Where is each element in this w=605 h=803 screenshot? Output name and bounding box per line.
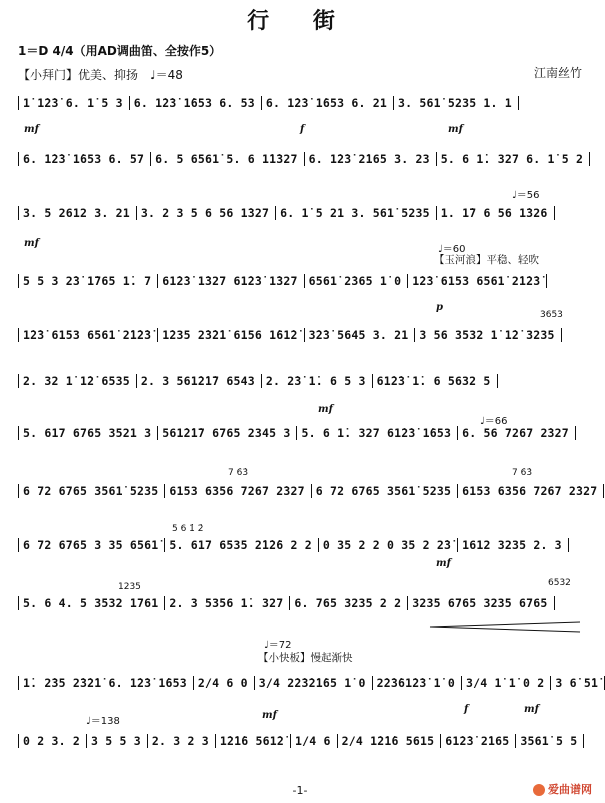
dynamic-mf: mf — [448, 124, 463, 135]
measure: 3 6̇ 5̇1̇ — [551, 676, 605, 690]
measure: 1. 1̇7 6 56 1̇326 — [437, 206, 555, 220]
measure: 6. 1̇2̇3̇ 1̇653 6. 57 — [18, 152, 151, 166]
dynamic-mf: mf — [436, 558, 451, 569]
key-signature: 1＝D 4/4（用AD调曲笛、全按作5） — [18, 44, 222, 58]
measure: 5 5 3 2̇3̇ 1̇765 1̇. 7 — [18, 274, 158, 288]
measure: 1̇2̇3̇ 6153 6561̇ 2̇1̇2̇3̇ — [408, 274, 547, 288]
measure: 1̇ 1̇2̇3̇ 6. 1̇ 5 3 — [18, 96, 130, 110]
measure: 2. 3 2 3 — [148, 734, 216, 748]
measure: 5. 6 1̇. 327 6. 1̇ 5 2 — [437, 152, 590, 166]
score-system — [18, 274, 584, 289]
dynamic-f: f — [300, 124, 305, 135]
measure: 6. 56 7267 2̇327 — [458, 426, 576, 440]
measure: 1̇235 2̇3̇2̇1̇ 6156 1̇61̇2̇ — [158, 328, 304, 342]
genre-label: 江南丝竹 — [533, 66, 582, 80]
measure: 6 72 6765 3 35 6561̇ — [18, 538, 165, 552]
annotation-7-63: 7 6̇3̇ — [512, 468, 533, 478]
measure: 3. 561̇ 5235 1. 1 — [394, 96, 519, 110]
measure: 61̇2̇3̇ 2̇165 — [441, 734, 516, 748]
measure: 6. 1̇2̇3̇ 1̇653 6. 53 — [130, 96, 262, 110]
measure: 6. 1̇ 5 21 3. 561̇ 5235 — [276, 206, 437, 220]
tempo-mark-72: ♩＝72 — [264, 640, 292, 651]
watermark-logo — [533, 781, 592, 797]
measure: 6 72 6765 3561̇ 5235 — [312, 484, 458, 498]
score-system — [18, 596, 584, 611]
tempo-mark-60: ♩＝60 — [438, 244, 466, 255]
score-system — [18, 206, 584, 221]
watermark-text: 爱曲谱网 — [548, 783, 592, 796]
measure: 2/4 6 0 — [194, 676, 255, 690]
dynamic-mf: mf — [262, 710, 277, 721]
measure: 3235 6765 3235 6765 — [408, 596, 554, 610]
measure: 6153 6356 7267 2̇327 — [165, 484, 311, 498]
tempo-mark-56: ♩＝56 — [512, 190, 540, 201]
crescendo-hairpin — [430, 622, 580, 632]
score-system — [18, 328, 584, 343]
measure: 3. 5 2612 3. 21 — [18, 206, 137, 220]
section-label-xiaobaimen: 【小拜门】优美、抑扬 — [18, 68, 139, 82]
measure: 6. 1̇2̇3̇ 2̇165 3. 23 — [305, 152, 437, 166]
dynamic-p: p — [436, 302, 443, 313]
measure: 5. 6 4. 5 3532 1761 — [18, 596, 165, 610]
score-system — [18, 538, 584, 553]
dynamic-mf: mf — [524, 704, 539, 715]
measure: 5. 617 6535 2̇1̇2̇6 2 2 — [165, 538, 318, 552]
measure: 1/4 6 — [291, 734, 338, 748]
score-system — [18, 734, 584, 749]
score-system — [18, 426, 584, 441]
measure: 2/4 1̇2̇1̇6 5615 — [338, 734, 442, 748]
score-system — [18, 484, 598, 499]
score-system — [18, 374, 584, 389]
measure: 3. 2 3 5 6 56 1̇327 — [137, 206, 276, 220]
dynamic-f: f — [464, 704, 469, 715]
measure: 3/4 2̇2̇3̇2̇1̇65 1̇ 0 — [255, 676, 373, 690]
measure: 6. 765 3235 2 2 — [290, 596, 408, 610]
score-system — [18, 152, 584, 167]
dynamic-mf: mf — [24, 238, 39, 249]
annotation-5612: 5 6 1̇ 2̇ — [172, 524, 204, 534]
measure: 6561̇ 2̇365 1̇ 0 — [305, 274, 409, 288]
tempo-mark-66: ♩＝66 — [480, 416, 508, 427]
measure: 6153 6356 7267 2̇327 — [458, 484, 604, 498]
measure: 2. 32 1̇ 1̇2̇ 6535 — [18, 374, 137, 388]
dynamic-mf: mf — [24, 124, 39, 135]
measure: 1̇. 2̇35 2̇3̇2̇1̇ 6. 1̇2̇3̇ 1̇653 — [18, 676, 194, 690]
score-system — [18, 96, 584, 111]
measure: 1̇2̇3̇ 6153 6561̇ 2̇1̇2̇3̇ — [18, 328, 158, 342]
score-system — [18, 676, 599, 691]
measure: 2. 3 561̇2̇1̇7 6543 — [137, 374, 262, 388]
tempo-mark-138: ♩＝138 — [86, 716, 120, 727]
page-number: -1- — [292, 784, 308, 797]
measure: 6. 5 6561̇ 5. 6 1̇1̇327 — [151, 152, 304, 166]
logo-icon — [533, 784, 545, 796]
measure: 0 2 3. 2 — [18, 734, 87, 748]
annotation-7-63: 7 6̇3̇ — [228, 468, 249, 478]
measure: 1612 3235 2. 3 — [458, 538, 569, 552]
dynamic-mf: mf — [318, 404, 333, 415]
section-label-yuheliang: 【玉河浪】平稳、轻吹 — [434, 254, 539, 266]
annotation-3653: 3653 — [540, 310, 563, 320]
annotation-6532: 6532 — [548, 578, 571, 588]
section-label-xiaokuaiban: 【小快板】慢起渐快 — [258, 652, 353, 664]
score-title: 行 街 — [247, 8, 353, 34]
measure: 0 35 2 2 0 35 2 2̇3̇ — [319, 538, 458, 552]
measure: 2̇2̇3̇61̇2̇3̇ 1̇ 0 — [373, 676, 462, 690]
measure: 3 5 5 3 — [87, 734, 148, 748]
measure: 3561̇ 5 5 — [516, 734, 584, 748]
measure: 61̇2̇3̇ 1̇. 6 5632 5 — [373, 374, 498, 388]
measure: 3 56 3532 1̇ 1̇2̇ 3235 — [415, 328, 561, 342]
measure: 6. 1̇2̇3̇ 1̇653 6. 21 — [262, 96, 394, 110]
annotation-1235: 1235 — [118, 582, 141, 592]
measure: 1̇2̇1̇6 561̇2̇ — [216, 734, 291, 748]
measure: 3/4 1̇ 1̇ 0 2 — [462, 676, 551, 690]
measure: 2. 2̇3̇ 1̇. 6 5 3 — [262, 374, 373, 388]
measure: 2. 3 5356 1̇. 327 — [165, 596, 290, 610]
measure: 3̇2̇3̇ 5645 3. 21 — [305, 328, 416, 342]
measure: 561̇2̇1̇7 6765 2345 3 — [158, 426, 297, 440]
measure: 5. 6 1̇. 327 61̇2̇3̇ 1̇653 — [297, 426, 458, 440]
tempo-mark-48: ♩＝48 — [150, 68, 183, 82]
measure: 5. 617 6765 3521 3 — [18, 426, 158, 440]
measure: 6 72 6765 3561̇ 5235 — [18, 484, 165, 498]
measure: 61̇2̇3̇ 1̇327 61̇2̇3̇ 1̇327 — [158, 274, 304, 288]
